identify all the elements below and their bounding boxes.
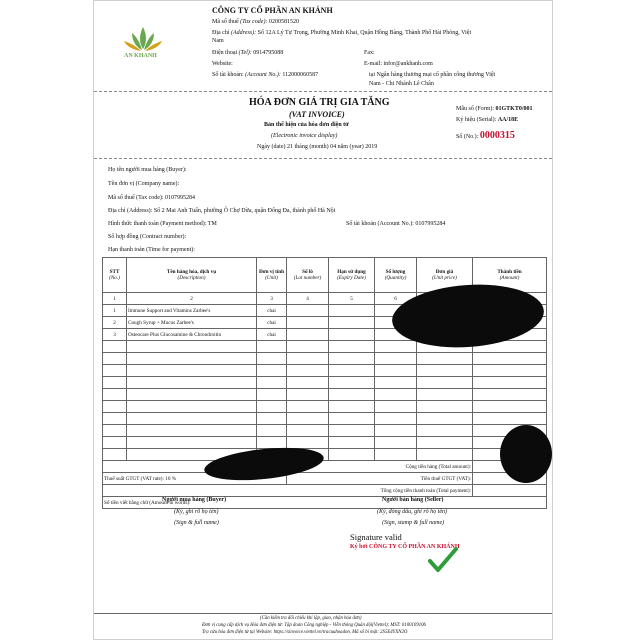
col-lot-header: Số lô (Lot number) [287,258,329,293]
logo-text: AN KHANH [124,53,157,59]
footer-divider [94,613,552,614]
vat-rate-label: Thuế suất GTGT (VAT rate): 10 % [103,473,287,485]
row-description: Cough Syrup + Mucus Zarbee's [127,317,257,329]
buyer-payment-method: Hình thức thanh toán (Payment method): TM [108,221,217,227]
index-cell: 2 [127,293,257,305]
empty-row [103,437,547,449]
tax-code-label: Mã số thuế (Tax code): 0200581520 [212,19,299,25]
index-cell: 4 [287,293,329,305]
redaction-mark [500,425,552,483]
footer-line-1: (Cần kiểm tra đối chiếu khi lập, giao, nhận hóa đơn) [260,616,362,621]
grand-total-label: Tổng cộng tiền thanh toán (Total payment): [103,485,473,497]
serial-line: Ký hiệu (Serial): AA/18E [456,117,519,123]
invoice-subtitle: Bản thể hiện của hóa đơn điện tử [264,122,349,128]
invoice-paper [93,0,553,640]
footer-line-2: Đơn vị cung cấp dịch vụ Hóa đơn điện tử: Tập đoàn Công nghiệp - Viễn thông Quân đội(Viettel); MST: 0100109106 [202,623,426,628]
buyer-signature-hint-en: (Sign & full name) [174,520,219,526]
signature-valid-text: Signature valid [350,532,402,542]
subtotal-label: Cộng tiền hàng (Total amount): [103,461,473,473]
empty-row [103,353,547,365]
buyer-name-label: Họ tên người mua hàng (Buyer): [108,167,187,173]
bank-line-1: tại Ngân hàng thương mại cổ phần công thương Việt [369,72,496,78]
seller-signature-hint-en: (Sign, stamp & full name) [382,520,445,526]
seller-signature-hint: (Ký, đóng dấu, ghi rõ họ tên) [377,509,447,515]
col-unit-price-header: Đơn giá (Unit price) [417,258,473,293]
row-no: 1 [103,305,127,317]
address-line-1: Địa chỉ (Address): Số 12A Lý Tự Trọng, Phường Minh Khai, Quận Hồng Bàng, Thành Phố Hải Phòng, Việt [212,30,472,36]
vat-row [103,473,547,485]
subtotal-row [103,461,547,473]
amount-in-words-label: Số tiền viết bằng chữ (Amount in words): [103,497,547,509]
company-name: CÔNG TY CỔ PHẦN AN KHÁNH [212,6,333,15]
form-line: Mẫu số (Form): 01GTKT0/001 [456,106,533,112]
buyer-signature-title: Người mua hàng (Buyer) [162,497,227,503]
number-line: Số (No.): 0000315 [456,130,515,141]
empty-row [103,413,547,425]
vat-amount-label: Tiền thuế GTGT (VAT): [287,473,473,485]
index-cell: 3 [257,293,287,305]
invoice-subtitle-en: (Electronic invoice display) [271,133,338,139]
invoice-date: Ngày (date) 21 tháng (month) 04 năm (year) 2019 [257,144,378,150]
account-line: Số tài khoản: (Account No.): 112000060587 [212,72,319,78]
phone-line: Điện thoại (Tel): 0914795088 [212,50,284,56]
empty-row [103,449,547,461]
empty-row [103,365,547,377]
email-line: E-mail: infor@ankhanh.com [364,61,433,67]
col-expiry-header: Hạn sử dụng (Expiry Date) [329,258,375,293]
empty-row [103,401,547,413]
buyer-signature-hint: (Ký, ghi rõ họ tên) [174,509,219,515]
empty-row [103,425,547,437]
buyer-company-label: Tên đơn vị (Company name): [108,181,180,187]
row-unit: chai [257,317,287,329]
fax-label: Fax: [364,50,375,56]
empty-row [103,377,547,389]
footer-line-3: Tra cứu hóa đơn điện tử tại Website: https://sinvoice.viettel.vn/tracuuhoadon. Mã số bí mật: 2S5E4YXN2O [202,630,408,635]
grand-total-row [103,485,547,497]
row-unit: chai [257,329,287,341]
invoice-title: HÓA ĐƠN GIÁ TRỊ GIA TĂNG [249,97,390,108]
header-divider [94,91,552,92]
col-no-header: STT (No.) [103,258,127,293]
row-no: 3 [103,329,127,341]
col-description-header: Tên hàng hóa, dịch vụ (Description) [127,258,257,293]
col-quantity-header: Số lượng (Quantity) [375,258,417,293]
empty-row [103,389,547,401]
signed-by-text: Ký bởi CÔNG TY CỔ PHẦN AN KHÁNH [350,544,460,550]
address-line-2: Nam [212,38,224,44]
row-unit: chai [257,305,287,317]
bank-line-2: Nam - Chi Nhánh Lê Chân [369,81,434,87]
index-cell: 1 [103,293,127,305]
row-description: Immune Support and Vitamins Zarbee's [127,305,257,317]
index-cell: 5 [329,293,375,305]
col-unit-header: Đơn vị tính (Unit) [257,258,287,293]
seller-signature-title: Người bán hàng (Seller) [382,497,444,503]
col-amount-header: Thành tiền (Amount) [473,258,547,293]
website-label: Website: [212,61,233,67]
index-cell: 6 [375,293,417,305]
buyer-contract: Số hợp đồng (Contract number): [108,234,187,240]
check-mark-icon [428,547,458,573]
buyer-tax-code: Mã số thuế (Tax code): 0107995284 [108,195,196,201]
buyer-payment-time: Hạn thanh toán (Time for payment): [108,247,195,253]
buyer-address: Địa chỉ (Address): Số 2 Mai Anh Tuấn, phường Ô Chợ Dừa, quận Đống Đa, thành phố Hà Nội [108,208,336,214]
row-description: Osteocare Plus Glucosamine & Chrondroitin [127,329,257,341]
row-no: 2 [103,317,127,329]
buyer-account: Số tài khoản (Account No.): 0107995284 [346,221,446,227]
title-divider [94,158,552,159]
invoice-title-en: (VAT INVOICE) [289,110,345,119]
